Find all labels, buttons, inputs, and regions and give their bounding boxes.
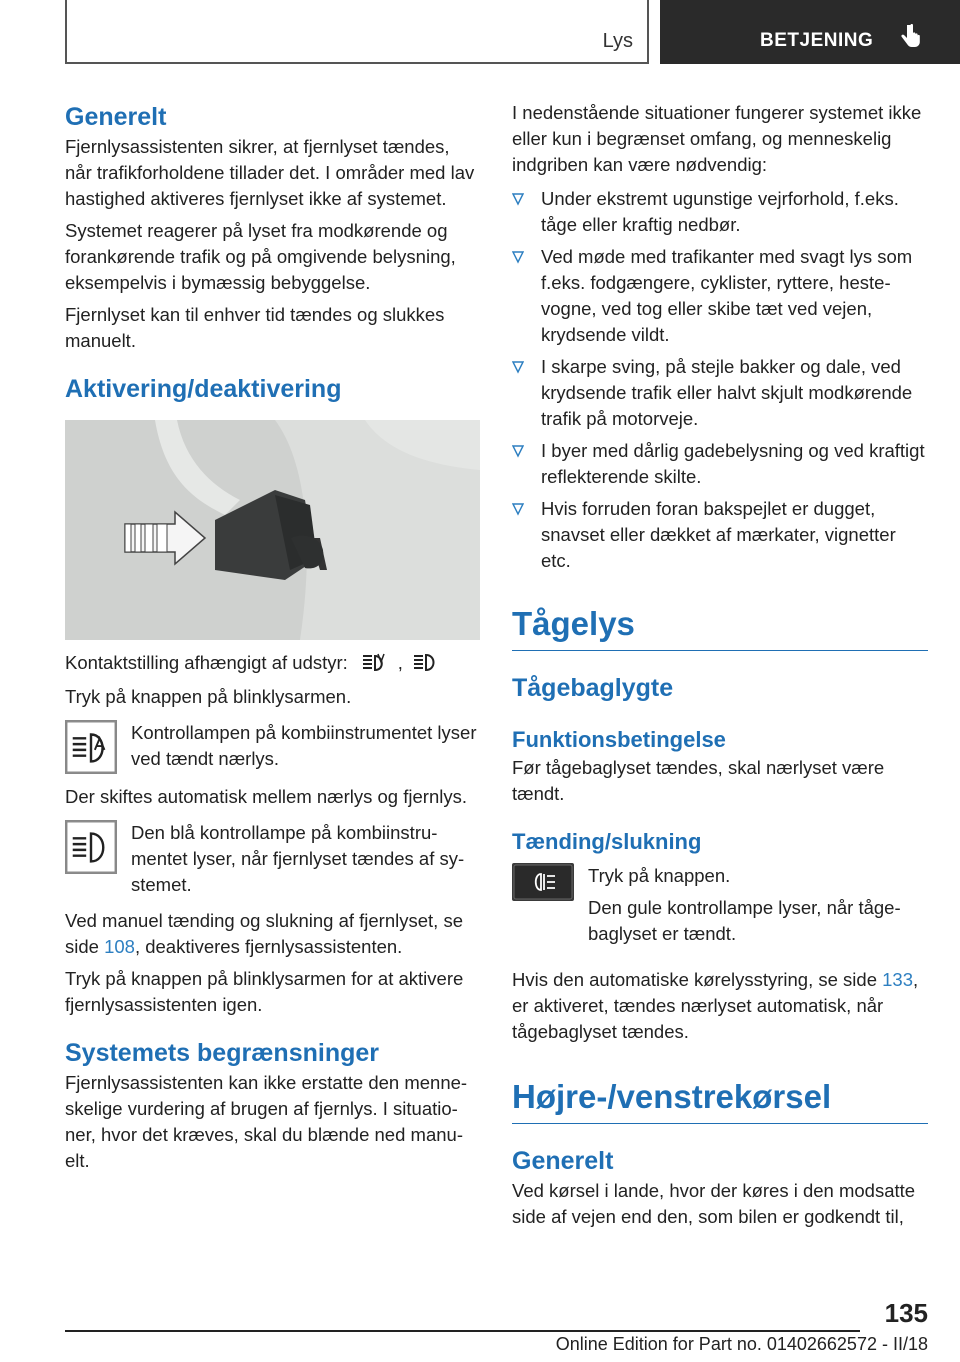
heading-generelt: Generelt bbox=[65, 103, 167, 131]
paragraph: Fjernlysassistenten kan ikke erstatte den menneskelige vurdering af brugen af fjernlys. I situationer, hvor det kræves, skal du blænde ned manuelt. bbox=[65, 1072, 468, 1171]
page-number: 135 bbox=[884, 1298, 928, 1328]
paragraph: Før tågebaglyset tændes, skal nærlyset være tændt. bbox=[512, 757, 885, 804]
footer-divider bbox=[65, 1330, 860, 1332]
paragraph: Tryk på knappen. bbox=[588, 865, 731, 886]
triangle-bullet-icon bbox=[512, 192, 524, 206]
triangle-bullet-icon bbox=[512, 360, 524, 374]
right-column bbox=[512, 100, 928, 1236]
high-beam-assist-icon bbox=[362, 652, 388, 674]
heading-aktivering: Aktivering/deaktivering bbox=[65, 375, 342, 403]
list-item: I skarpe sving, på stejle bakker og dale, ved krydsende trafik eller halvt skjult modkørende trafik på motorveje. bbox=[512, 354, 928, 432]
heading-taagebaglygte: Tågebaglygte bbox=[512, 674, 674, 702]
heading-begraensninger: Systemets begrænsninger bbox=[65, 1039, 379, 1067]
heading-taending: Tænding/slukning bbox=[512, 829, 702, 854]
edition-note: Online Edition for Part no. 01402662572 - II/18 bbox=[555, 1334, 928, 1354]
list-item: Hvis forruden foran bakspejlet er dugget, snavset eller dækket af mærkater, vignetter etc. bbox=[512, 496, 928, 574]
left-column bbox=[65, 100, 480, 1180]
high-beam-indicator-icon bbox=[65, 820, 117, 874]
paragraph: I nedenstående situationer fungerer systemet ikke eller kun i begrænset omfang, og menneskelig indgriben kan være nødvendig: bbox=[512, 102, 922, 175]
list-item: I byer med dårlig gadebelysning og ved kraftigt reflekterende skilte. bbox=[512, 438, 928, 490]
turn-signal-stalk-photo bbox=[65, 420, 480, 640]
triangle-bullet-icon bbox=[512, 444, 524, 458]
header-section-title: Lys bbox=[602, 30, 633, 52]
switch-separator: , bbox=[397, 652, 403, 673]
fog-button-row bbox=[512, 863, 928, 953]
switch-position-line bbox=[65, 650, 480, 676]
note-text: Den blå kontrollampe på kombiinstrumentet lyser, når fjernlyset tændes af systemet. bbox=[131, 822, 465, 895]
paragraph: Tryk på knappen på blinklysarmen. bbox=[65, 686, 352, 707]
note-text: Kontrollampen på kombiinstrumentet lyser ved tændt nærlys. bbox=[131, 722, 477, 769]
hand-pointer-icon bbox=[898, 24, 922, 52]
heading-hoejre-venstrekoersel: Højre-/venstrekørsel bbox=[512, 1075, 928, 1124]
paragraph: Fjernlysassistenten sikrer, at fjernlyset tændes, når trafikforholdene tillader det. I områder med lav hastighed aktiveres fjernlyset ikke af systemet. bbox=[65, 136, 475, 209]
triangle-bullet-icon bbox=[512, 250, 524, 264]
list-item: Ved møde med trafikanter med svagt lys som f.eks. fodgængere, cyklister, ryttere, hestevogne, ved tog eller skibe tæt ved vejen, krydsende vildt. bbox=[512, 244, 928, 348]
page-link-108[interactable]: 108 bbox=[104, 936, 135, 957]
button-instructions bbox=[588, 863, 928, 953]
triangle-bullet-icon bbox=[512, 502, 524, 516]
indicator-note-1 bbox=[65, 720, 480, 774]
paragraph: Fjernlyset kan til enhver tid tændes og slukkes manuelt. bbox=[65, 304, 445, 351]
header-chapter-box bbox=[660, 0, 960, 64]
high-beam-icon bbox=[413, 652, 439, 674]
paragraph: Systemet reagerer på lyset fra modkørende og forankørende trafik og på omgivende belysning, eksempelvis i bymæssig bebyggelse. bbox=[65, 220, 456, 293]
heading-generelt-2: Generelt bbox=[512, 1147, 614, 1175]
heading-funktionsbetingelse: Funktionsbetingelse bbox=[512, 727, 726, 752]
paragraph: Ved kørsel i lande, hvor der køres i den modsatte side af vejen end den, som bilen er godkendt til, bbox=[512, 1180, 916, 1227]
paragraph-with-link: Hvis den automatiske kørelysstyring, se side 133, er aktiveret, tændes nærlyset automatisk, når tågebaglyset tændes. bbox=[512, 969, 919, 1042]
page-link-133[interactable]: 133 bbox=[882, 969, 914, 990]
heading-taagelys: Tågelys bbox=[512, 602, 928, 651]
paragraph: Der skiftes automatisk mellem nærlys og fjernlys. bbox=[65, 786, 467, 807]
list-item: Under ekstremt ugunstige vejrforhold, f.eks. tåge eller kraftig nedbør. bbox=[512, 186, 928, 238]
limitations-list bbox=[512, 186, 928, 574]
paragraph-with-link: Ved manuel tænding og slukning af fjernlyset, se side 108, deaktiveres fjernlysassistenten. bbox=[65, 910, 463, 957]
header-section-box bbox=[65, 0, 649, 64]
high-beam-assist-indicator-icon bbox=[65, 720, 117, 774]
switch-label: Kontaktstilling afhængigt af udstyr: bbox=[65, 652, 348, 673]
paragraph: Den gule kontrollampe lyser, når tågebaglyset er tændt. bbox=[588, 897, 901, 944]
header-chapter-title: BETJENING bbox=[760, 30, 874, 51]
paragraph: Tryk på knappen på blinklysarmen for at aktivere fjernlysassistenten igen. bbox=[65, 968, 464, 1015]
indicator-note-2 bbox=[65, 820, 480, 898]
